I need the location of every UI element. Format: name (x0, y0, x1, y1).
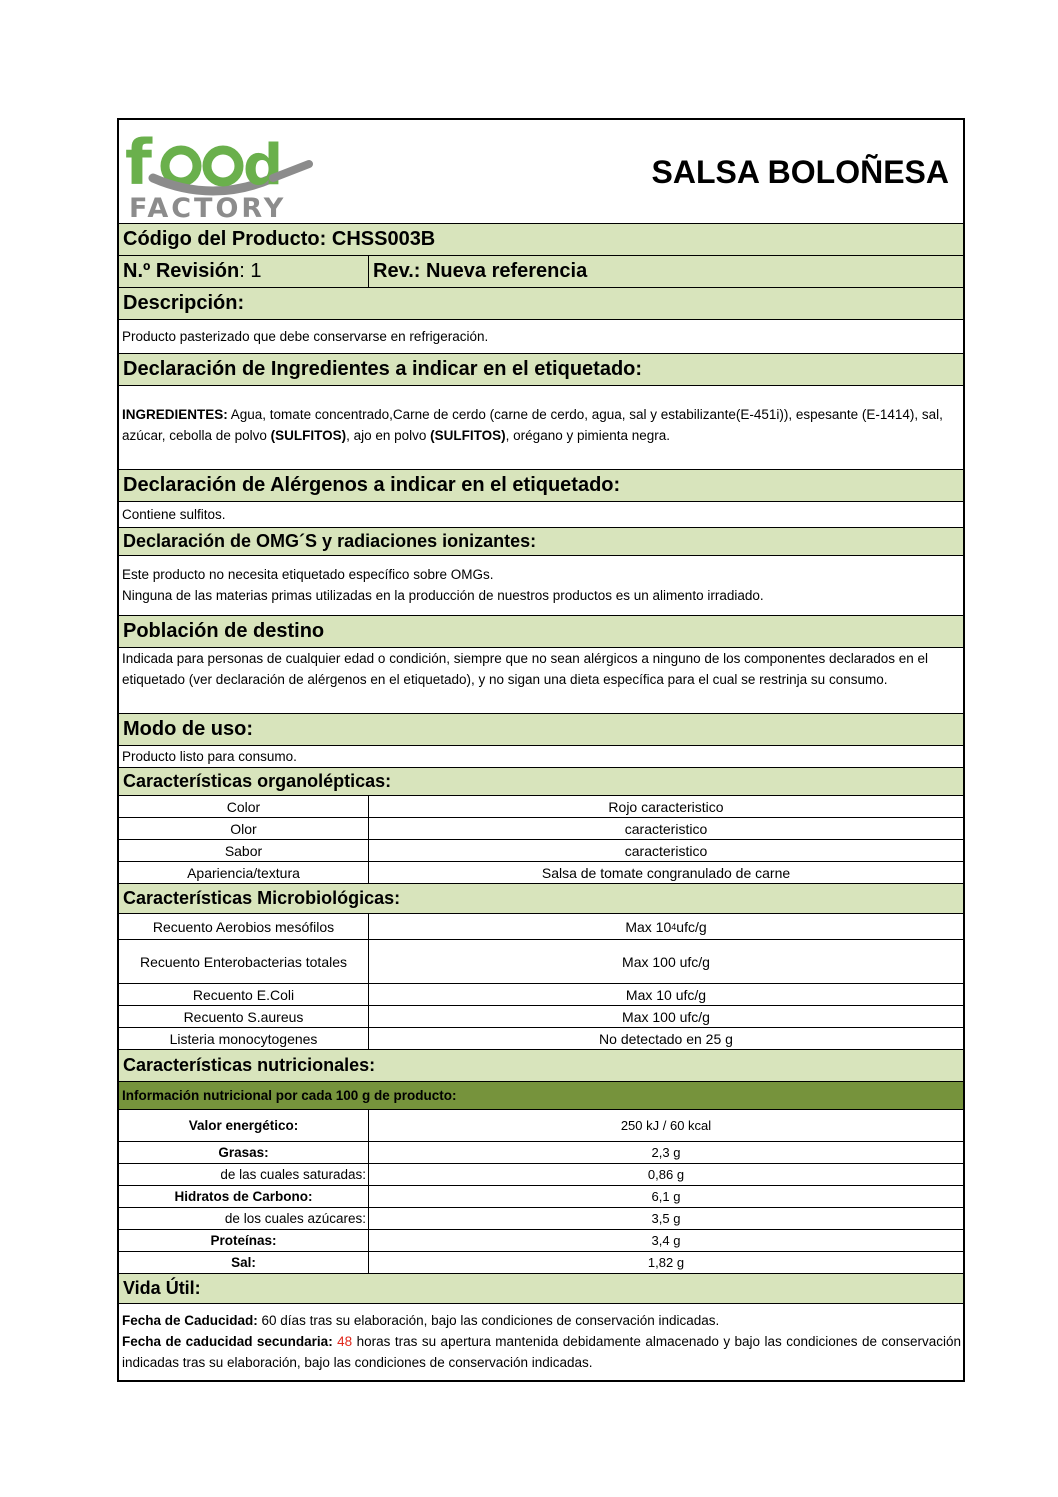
nutrition-row (119, 1142, 963, 1164)
organoleptic-value: caracteristico (624, 842, 708, 859)
allergens-heading: Declaración de Alérgenos a indicar en el etiquetado: (119, 470, 963, 502)
revision-value: : 1 (239, 260, 262, 282)
aerobios-value-post: ufc/g (676, 918, 707, 935)
aerobios-value-pre: Max 10 (625, 918, 672, 935)
target-population-heading: Población de destino (119, 616, 963, 648)
svg-text:FACTORY: FACTORY (129, 193, 287, 220)
expiry-text: 60 días tras su elaboración, bajo las condiciones de conservación indicadas. (257, 1313, 720, 1328)
usage-heading: Modo de uso: (119, 714, 963, 746)
gmo-line-1: Este producto no necesita etiquetado específico sobre OMGs. (122, 567, 494, 582)
svg-text:f: f (125, 126, 152, 199)
micro-row (119, 940, 963, 984)
ingredients-text (119, 386, 963, 470)
nutrition-value: 250 kJ / 60 kcal (620, 1118, 712, 1133)
gmo-text (119, 556, 963, 616)
organoleptic-value: Salsa de tomate congranulado de carne (541, 864, 791, 881)
nutrition-row (119, 1230, 963, 1252)
expiry-line (122, 1310, 961, 1331)
nutrition-label: Sal: (119, 1252, 369, 1273)
secondary-expiry-text: horas tras su apertura mantenida debidamente almacenado y bajo las condiciones de conservación indicadas tras su elaboración, bajo las condiciones de conservación indicadas. (122, 1334, 961, 1370)
svg-text:d: d (243, 133, 284, 198)
rev-value: Nueva referencia (425, 260, 588, 282)
micro-row (119, 914, 963, 940)
micro-label: Recuento Enterobacterias totales (119, 940, 369, 983)
allergens-text: Contiene sulfitos. (119, 502, 963, 528)
nutrition-label: Proteínas: (119, 1230, 369, 1251)
micro-label: Listeria monocytogenes (119, 1028, 369, 1049)
nutrition-value: 3,4 g (651, 1233, 681, 1248)
micro-row (119, 984, 963, 1006)
nutrition-value: 3,5 g (651, 1211, 681, 1226)
organoleptic-label: Color (119, 796, 369, 817)
micro-value: No detectado en 25 g (599, 1030, 733, 1047)
micro-row (119, 1006, 963, 1028)
secondary-expiry-line (122, 1331, 961, 1373)
nutrition-label: de las cuales saturadas: (119, 1164, 369, 1185)
nutrition-row (119, 1252, 963, 1274)
organoleptic-label: Apariencia/textura (119, 862, 369, 883)
description-heading: Descripción: (119, 288, 963, 320)
product-title: SALSA BOLOÑESA (651, 154, 949, 190)
gmo-heading: Declaración de OMG´S y radiaciones ionizantes: (119, 528, 963, 556)
ingredients-part2: , ajo en polvo (346, 428, 431, 443)
nutrition-value: 6,1 g (651, 1189, 681, 1204)
micro-label: Recuento E.Coli (119, 984, 369, 1005)
nutrition-label: de los cuales azúcares: (119, 1208, 369, 1229)
shelf-life-text (119, 1304, 963, 1380)
organoleptic-value: Rojo caracteristico (608, 798, 724, 815)
nutrition-row (119, 1208, 963, 1230)
aerobios-exponent: 4 (671, 921, 677, 932)
product-spec-sheet (117, 118, 965, 1382)
organoleptic-label: Sabor (119, 840, 369, 861)
target-population-text: Indicada para personas de cualquier edad o condición, siempre que no sean alérgicos a ninguno de los componentes declarados en el etiquetado (ver declaración de alérgenos en el etiquetado), y no sigan una dieta específica para el cual se restrinja su consumo. (119, 648, 963, 714)
usage-text: Producto listo para consumo. (119, 746, 963, 768)
organoleptic-value: caracteristico (624, 820, 708, 837)
sulfitos-tag-1: (SULFITOS) (270, 428, 347, 443)
micro-value (369, 914, 963, 939)
nutrition-value: 0,86 g (647, 1167, 685, 1182)
nutrition-subheading: Información nutricional por cada 100 g de producto: (119, 1082, 963, 1110)
ingredients-part1: Agua, tomate concentrado,Carne de cerdo (carne de cerdo, agua, sal y estabilizante(E-451i)), espesante (E-1414), sal, azúcar, cebolla de polvo (122, 407, 943, 443)
secondary-expiry-label: Fecha de caducidad secundaria: (122, 1334, 333, 1349)
nutrition-row (119, 1110, 963, 1142)
micro-value: Max 10 ufc/g (625, 986, 707, 1003)
rev-label: Rev.: (373, 260, 421, 282)
secondary-expiry-hours: 48 (337, 1334, 353, 1349)
microbiological-heading: Características Microbiológicas: (119, 884, 963, 914)
micro-value: Max 100 ufc/g (622, 1008, 710, 1025)
revision-number-cell (119, 256, 369, 287)
micro-label: Recuento S.aureus (119, 1006, 369, 1027)
nutrition-label: Hidratos de Carbono: (119, 1186, 369, 1207)
revision-note-cell (369, 256, 963, 287)
gmo-line-2: Ninguna de las materias primas utilizadas en la producción de nuestros productos es un alimento irradiado. (122, 588, 764, 603)
ingredients-label: INGREDIENTES: (122, 407, 228, 422)
shelf-life-heading: Vida Útil: (119, 1274, 963, 1304)
product-code-label: Código del Producto: (123, 228, 327, 250)
product-code-value: CHSS003B (331, 228, 436, 250)
micro-row (119, 1028, 963, 1050)
revision-row (119, 256, 963, 288)
nutrition-value: 2,3 g (651, 1145, 681, 1160)
organoleptic-row (119, 796, 963, 818)
nutrition-label: Valor energético: (119, 1110, 369, 1141)
nutrition-value: 1,82 g (647, 1255, 685, 1270)
micro-label: Recuento Aerobios mesófilos (119, 914, 369, 939)
ingredients-part3: , orégano y pimienta negra. (505, 428, 671, 443)
organoleptic-row (119, 840, 963, 862)
organoleptic-label: Olor (119, 818, 369, 839)
organoleptic-heading: Características organolépticas: (119, 768, 963, 796)
nutrition-heading: Características nutricionales: (119, 1050, 963, 1082)
food-factory-logo (123, 126, 313, 220)
micro-value: Max 100 ufc/g (622, 953, 710, 970)
nutrition-row (119, 1164, 963, 1186)
expiry-label: Fecha de Caducidad: (122, 1313, 258, 1328)
sulfitos-tag-2: (SULFITOS) (430, 428, 506, 443)
header-row (119, 120, 963, 224)
organoleptic-row (119, 862, 963, 884)
description-text: Producto pasterizado que debe conservarse en refrigeración. (119, 320, 963, 354)
nutrition-label: Grasas: (119, 1142, 369, 1163)
product-code-row (119, 224, 963, 256)
ingredients-heading: Declaración de Ingredientes a indicar en el etiquetado: (119, 354, 963, 386)
organoleptic-row (119, 818, 963, 840)
revision-label: N.º Revisión (123, 260, 240, 282)
nutrition-row (119, 1186, 963, 1208)
